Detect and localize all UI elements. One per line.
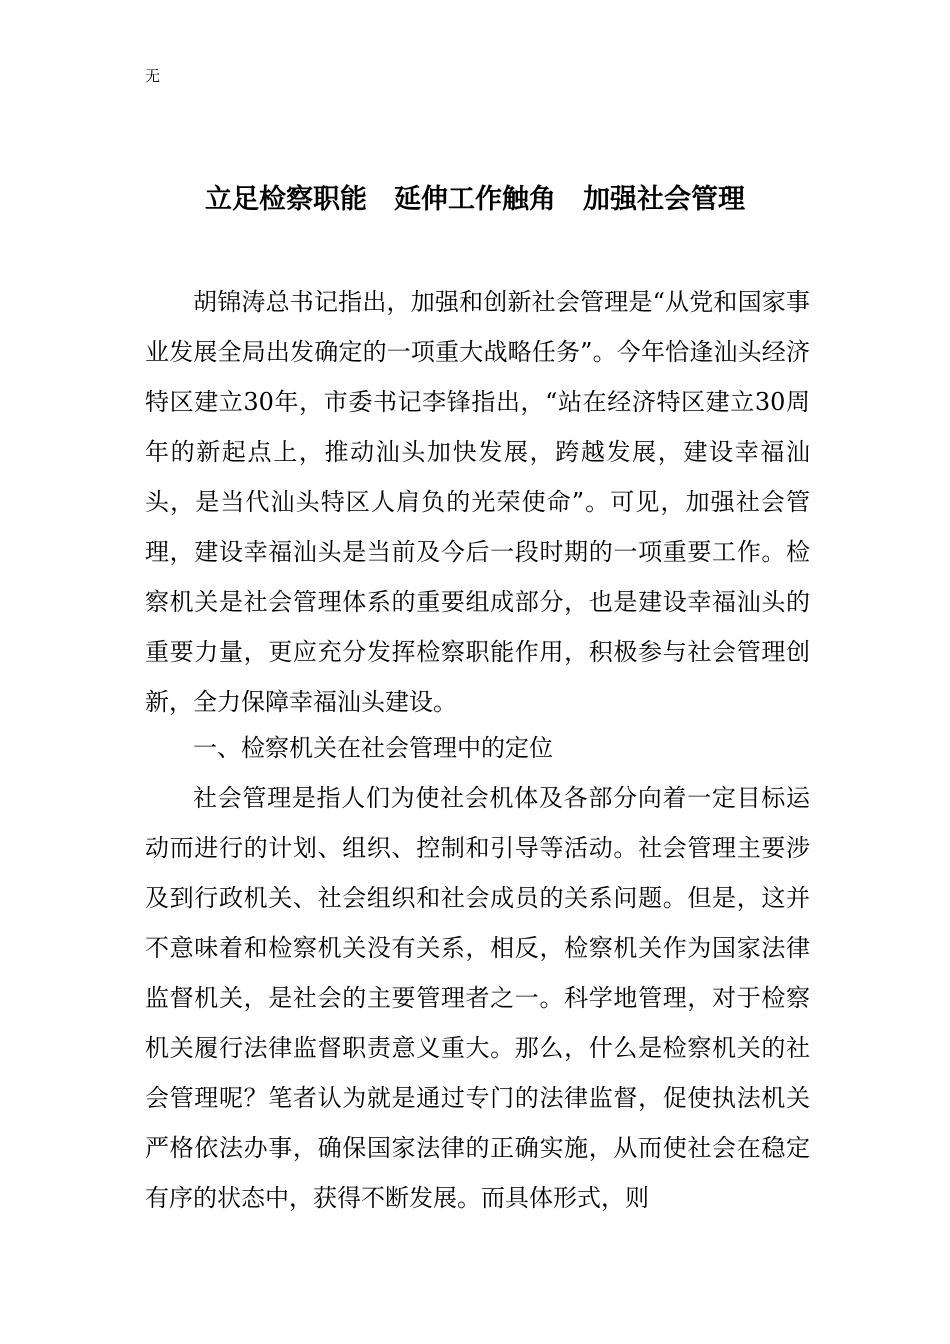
- section-heading-1: [145, 723, 810, 773]
- header-mark: 无: [145, 67, 161, 85]
- body-paragraph-1: [145, 277, 810, 727]
- section-heading-text: 一、检察机关在社会管理中的定位: [193, 734, 553, 762]
- paragraph-text: 社会管理是指人们为使社会机体及各部分向着一定目标运动而进行的计划、组织、控制和引导等活动。社会管理主要涉及到行政机关、社会组织和社会成员的关系问题。但是，这并不意味着和检察机关没有关系，相反，检察机关作为国家法律监督机关，是社会的主要管理者之一。科学地管理，对于检察机关履行法律监督职责意义重大。那么，什么是检察机关的社会管理呢？笔者认为就是通过专门的法律监督，促使执法机关严格依法办事，确保国家法律的正确实施，从而使社会在稳定有序的状态中，获得不断发展。而具体形式，则: [145, 784, 810, 1212]
- paragraph-text: 胡锦涛总书记指出，加强和创新社会管理是“从党和国家事业发展全局出发确定的一项重大战略任务”。今年恰逢汕头经济特区建立30年，市委书记李锋指出，“站在经济特区建立30周年的新起点上，推动汕头加快发展，跨越发展，建设幸福汕头，是当代汕头特区人肩负的光荣使命”。可见，加强社会管理，建设幸福汕头是当前及今后一段时期的一项重要工作。检察机关是社会管理体系的重要组成部分，也是建设幸福汕头的重要力量，更应充分发挥检察职能作用，积极参与社会管理创新，全力保障幸福汕头建设。: [145, 288, 810, 716]
- document-title: 立足检察职能 延伸工作触角 加强社会管理: [205, 184, 745, 215]
- body-paragraph-2: [145, 773, 810, 1223]
